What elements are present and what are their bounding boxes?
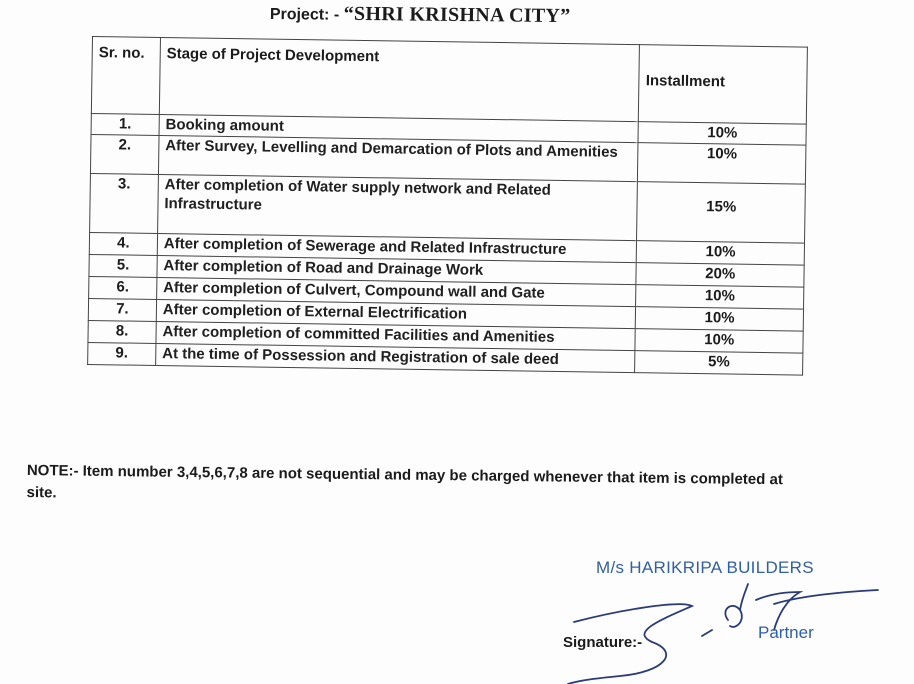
signatory-role: Partner [758, 623, 814, 642]
row-stage: After Survey, Levelling and Demarcation of Plots and Amenities [158, 136, 638, 182]
row-sr: 5. [89, 254, 157, 277]
company-stamp: M/s HARIKRIPA BUILDERS [596, 558, 814, 577]
row-installment: 5% [635, 351, 803, 375]
schedule-table [87, 36, 808, 376]
row-installment: 10% [636, 285, 804, 309]
row-sr: 2. [90, 134, 158, 174]
table-row [90, 173, 806, 243]
row-installment: 20% [636, 263, 804, 287]
row-stage: After completion of Culvert, Compound wall and Gate [156, 277, 636, 306]
header-stage: Stage of Project Development [159, 38, 640, 122]
row-stage: After completion of Road and Drainage Work [157, 255, 637, 284]
project-name: “SHRI KRISHNA CITY” [343, 2, 571, 28]
row-stage: At the time of Possession and Registration of sale deed [156, 343, 636, 372]
row-stage: After completion of External Electrification [156, 299, 636, 328]
page-title [270, 2, 571, 28]
payment-schedule [87, 36, 814, 377]
row-sr: 6. [89, 276, 157, 299]
row-stage: After completion of committed Facilities and Amenities [156, 321, 636, 350]
signature-label: Signature:- [563, 634, 643, 651]
row-installment: 10% [635, 329, 803, 353]
header-sr-no: Sr. no. [91, 37, 160, 115]
row-sr: 8. [88, 320, 156, 343]
row-installment: 10% [636, 307, 804, 331]
header-installment: Installment [639, 45, 808, 124]
row-installment: 10% [638, 143, 806, 184]
row-stage: Booking amount [159, 115, 639, 143]
row-installment: 10% [638, 122, 806, 145]
row-stage: After completion of Water supply network and Related Infrastructure [157, 174, 637, 240]
row-installment: 10% [637, 241, 805, 265]
header-row [91, 37, 807, 125]
row-sr: 7. [88, 298, 156, 321]
row-sr: 3. [90, 173, 159, 233]
title-prefix: Project: - [269, 5, 340, 24]
row-sr: 4. [89, 232, 157, 255]
row-sr: 9. [88, 342, 156, 365]
note-text: NOTE:- Item number 3,4,5,6,7,8 are not sequential and may be charged whenever that item is completed at site. [26, 461, 783, 502]
row-sr: 1. [91, 113, 159, 135]
row-installment: 15% [637, 182, 805, 243]
row-stage: After completion of Sewerage and Related Infrastructure [157, 233, 637, 262]
handwritten-signature [560, 580, 890, 684]
